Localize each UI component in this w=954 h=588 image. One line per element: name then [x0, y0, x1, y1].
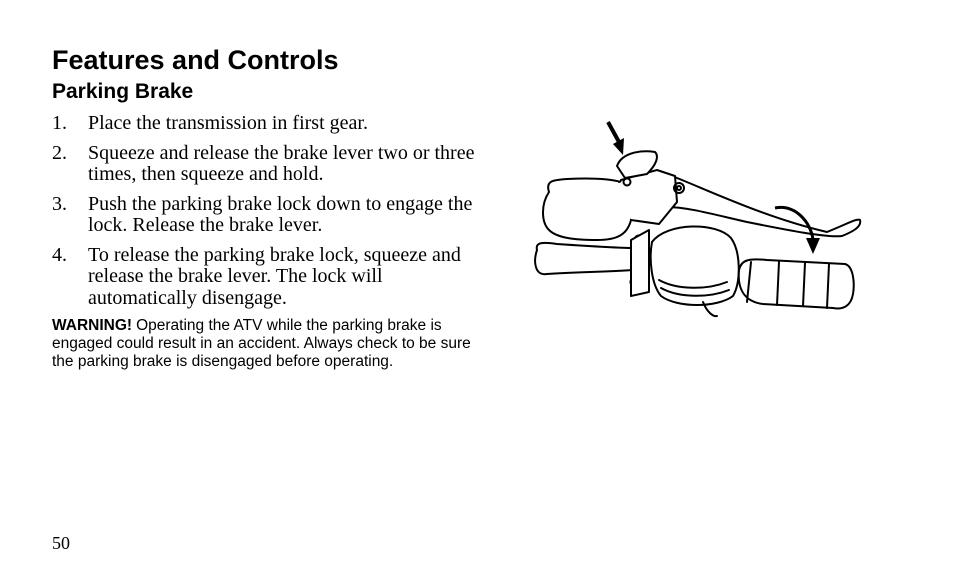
page-title: Features and Controls	[52, 45, 339, 75]
page-number: 50	[52, 533, 70, 553]
instruction-step	[52, 113, 488, 135]
step-number: 4.	[52, 243, 67, 266]
step-number: 2.	[52, 141, 67, 164]
step-number: 3.	[52, 192, 67, 215]
step-text: To release the parking brake lock, squeeze and release the brake lever. The lock will automatically disengage.	[88, 243, 461, 309]
instruction-list	[52, 113, 488, 317]
section-heading: Parking Brake	[52, 80, 194, 103]
step-text: Squeeze and release the brake lever two or three times, then squeeze and hold.	[88, 141, 475, 185]
down-arrow-icon	[608, 122, 624, 155]
step-text: Place the transmission in first gear.	[88, 112, 368, 134]
instruction-step	[52, 245, 488, 310]
warning-label: WARNING!	[52, 317, 133, 334]
step-number: 1.	[52, 112, 67, 134]
instruction-step	[52, 194, 488, 237]
instruction-step	[52, 143, 488, 186]
parking-brake-illustration	[527, 112, 867, 327]
warning-text: Operating the ATV while the parking brake is engaged could result in an accident. Always check to be sure the parking brake is disengaged before operating.	[52, 317, 471, 370]
warning-notice	[52, 317, 484, 371]
step-text: Push the parking brake lock down to engage the lock. Release the brake lever.	[88, 192, 473, 236]
